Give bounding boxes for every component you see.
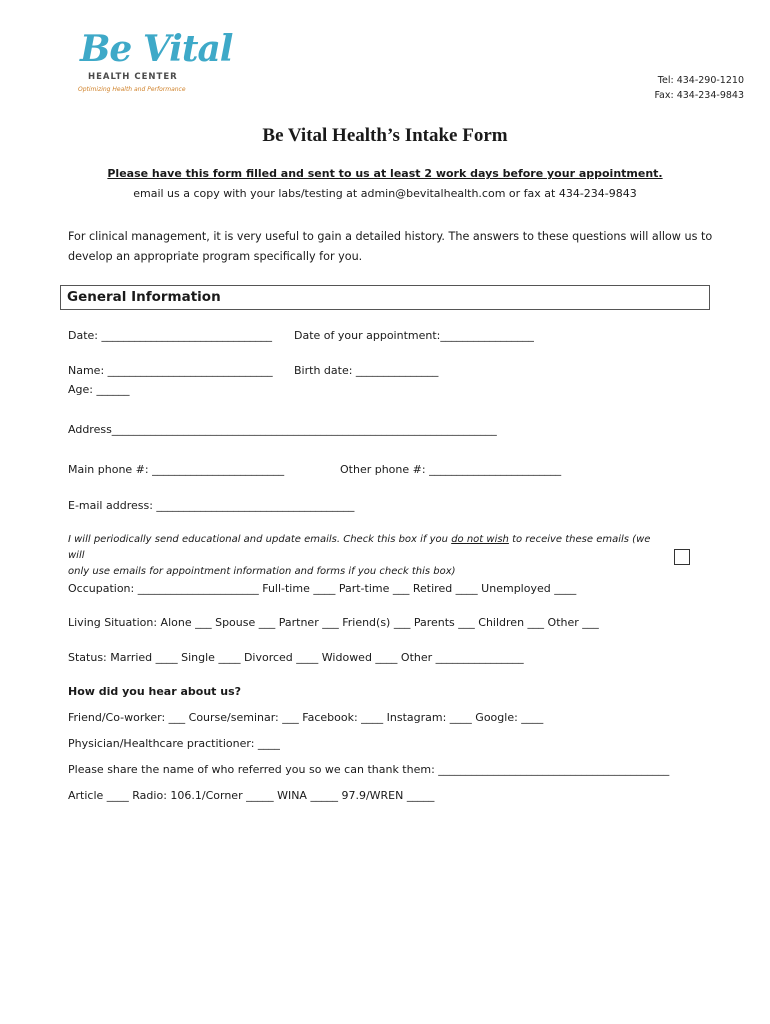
name-field[interactable]: Name: ______________________________ [68, 364, 273, 377]
email-optout-note: I will periodically send educational and update emails. Check this box if you do not wish to receive these emails (we will only use emails for appointment information and forms if you check this box) [68, 534, 651, 577]
referrer-name-field[interactable]: Please share the name of who referred you so we can thank them: __________________________________________ [68, 763, 670, 776]
physician-referral-field[interactable]: Physician/Healthcare practitioner: ____ [68, 737, 280, 750]
occupation-field[interactable]: Occupation: ______________________ Full-time ____ Part-time ___ Retired ____ Unemployed ____ [68, 582, 577, 595]
section-title: General Information [67, 289, 221, 305]
section-header-general-information [60, 285, 710, 310]
contact-info [654, 73, 744, 103]
other-phone-field[interactable]: Other phone #: ________________________ [340, 463, 562, 476]
referral-sources-field[interactable]: Friend/Co-worker: ___ Course/seminar: ___ Facebook: ____ Instagram: ____ Google: ____ [68, 711, 544, 724]
appointment-date-field[interactable]: Date of your appointment:_________________ [294, 329, 534, 342]
phone-number: Tel: 434-290-1210 [657, 75, 744, 86]
referral-heading: How did you hear about us? [68, 685, 241, 698]
intro-paragraph-line-2: develop an appropriate program specifically for you. [68, 250, 363, 263]
address-field[interactable]: Address______________________________________________________________________ [68, 423, 497, 436]
page-title: Be Vital Health’s Intake Form [262, 125, 508, 146]
email-instruction: email us a copy with your labs/testing at admin@bevitalhealth.com or fax at 434-234-9843 [133, 187, 637, 200]
logo-subtitle: HEALTH CENTER [88, 72, 178, 82]
marital-status-field[interactable]: Status: Married ____ Single ____ Divorced ____ Widowed ____ Other ________________ [68, 651, 524, 664]
do-not-wish-emphasis: do not wish [451, 534, 509, 545]
submission-notice: Please have this form filled and sent to us at least 2 work days before your appointment. [107, 167, 663, 180]
logo-tagline: Optimizing Health and Performance [78, 86, 186, 93]
fax-number: Fax: 434-234-9843 [654, 90, 744, 101]
email-address-field[interactable]: E-mail address: ____________________________________ [68, 499, 355, 512]
intro-paragraph-line-1: For clinical management, it is very useful to gain a detailed history. The answers to these questions will allow us to [68, 230, 713, 243]
logo-wordmark: Be Vital [80, 28, 233, 70]
age-field[interactable]: Age: ______ [68, 383, 130, 396]
date-field[interactable]: Date: _______________________________ [68, 329, 272, 342]
living-situation-field[interactable]: Living Situation: Alone ___ Spouse ___ Partner ___ Friend(s) ___ Parents ___ Children ___ Other ___ [68, 616, 599, 629]
main-phone-field[interactable]: Main phone #: ________________________ [68, 463, 285, 476]
birth-date-field[interactable]: Birth date: _______________ [294, 364, 439, 377]
media-referral-field[interactable]: Article ____ Radio: 106.1/Corner _____ WINA _____ 97.9/WREN _____ [68, 789, 435, 802]
email-optout-checkbox[interactable] [674, 549, 690, 565]
